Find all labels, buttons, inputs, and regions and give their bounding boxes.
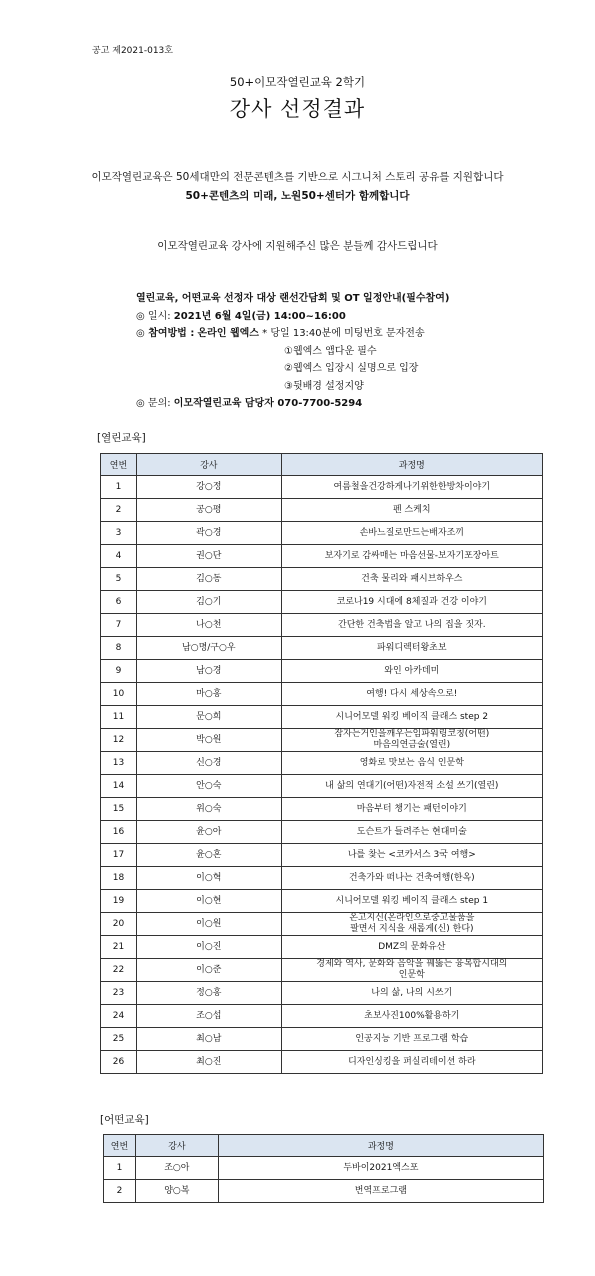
cell-course: 잠자는거인을깨우는임파워링코칭(어떤) 마음의연금술(열린) (281, 729, 542, 752)
table-row (101, 476, 543, 499)
cell-course: 펜 스케치 (281, 499, 542, 522)
cell-instructor: 권○단 (136, 545, 281, 568)
cell-course: 인공지능 기반 프로그램 학습 (281, 1028, 542, 1051)
cell-course: 두바이2021엑스포 (218, 1157, 543, 1180)
cell-instructor: 남○명/구○우 (136, 637, 281, 660)
cell-instructor: 양○복 (135, 1180, 218, 1203)
column-header-instructor: 강사 (136, 454, 281, 476)
cell-instructor: 윤○아 (136, 821, 281, 844)
table-row (101, 614, 543, 637)
any-edu-table (103, 1134, 544, 1203)
table-row (104, 1157, 544, 1180)
cell-course: 시니어모델 워킹 베이직 클래스 step 2 (281, 706, 542, 729)
intro-slogan: 50+콘텐츠의 미래, 노원50+센터가 함께합니다 (185, 190, 410, 202)
cell-number: 2 (101, 499, 137, 522)
column-header-course: 과정명 (281, 454, 542, 476)
cell-course: 손바느질로만드는배자조끼 (281, 522, 542, 545)
cell-course: 마음부터 챙기는 패턴이야기 (281, 798, 542, 821)
column-header-instructor: 강사 (135, 1135, 218, 1157)
cell-number: 7 (101, 614, 137, 637)
notice-number: 공고 제2021-013호 (92, 46, 173, 56)
table-row (101, 798, 543, 821)
date-label: ◎ 일시: (136, 310, 171, 322)
schedule-date (136, 308, 449, 326)
method-label: ◎ 참여방법 : (136, 328, 195, 339)
cell-instructor: 조○섭 (136, 1005, 281, 1028)
cell-instructor: 강○정 (136, 476, 281, 499)
method-note: * 당일 13:40분에 미팅번호 문자전송 (262, 328, 425, 339)
cell-course: 온고지신(온라인으로중고물품을 팔면서 지식을 새롭게(신) 한다) (281, 913, 542, 936)
column-header-course: 과정명 (218, 1135, 543, 1157)
table-row (101, 683, 543, 706)
date-value: 2021년 6월 4일(금) 14:00~16:00 (173, 310, 346, 322)
schedule-method (136, 325, 449, 343)
contact-label: ◎ 문의: (136, 398, 171, 409)
cell-course: DMZ의 문화유산 (281, 936, 542, 959)
cell-course: 나의 삶, 나의 시쓰기 (281, 982, 542, 1005)
schedule-info (136, 290, 449, 413)
cell-number: 17 (101, 844, 137, 867)
table-row (101, 1051, 543, 1074)
table-header-row (104, 1135, 544, 1157)
intro-text: 이모작열린교육은 50세대만의 전문콘텐츠를 기반으로 시그니처 스토리 공유를 지원합니다 (91, 171, 504, 183)
cell-instructor: 곽○경 (136, 522, 281, 545)
table-row (101, 959, 543, 982)
method-step-1: ①웹엑스 앱다운 필수 (284, 345, 377, 357)
cell-instructor: 위○숙 (136, 798, 281, 821)
cell-instructor: 최○진 (136, 1051, 281, 1074)
method-step-3: ③뒷배경 설정지양 (284, 380, 364, 392)
cell-course: 영화로 맛보는 음식 인문학 (281, 752, 542, 775)
cell-number: 25 (101, 1028, 137, 1051)
cell-course: 나를 찾는 <코카서스 3국 여행> (281, 844, 542, 867)
method-step-2: ②웹엑스 입장시 실명으로 입장 (284, 363, 419, 374)
schedule-title: 열린교육, 어떤교육 선정자 대상 랜선간담회 및 OT 일정안내(필수참여) (136, 293, 450, 304)
cell-number: 6 (101, 591, 137, 614)
schedule-contact (136, 395, 449, 413)
cell-instructor: 신○경 (136, 752, 281, 775)
table-row (101, 660, 543, 683)
cell-instructor: 남○경 (136, 660, 281, 683)
table-row (101, 568, 543, 591)
cell-number: 19 (101, 890, 137, 913)
cell-number: 1 (101, 476, 137, 499)
cell-number: 23 (101, 982, 137, 1005)
cell-instructor: 이○현 (136, 890, 281, 913)
cell-number: 11 (101, 706, 137, 729)
cell-number: 9 (101, 660, 137, 683)
cell-number: 1 (104, 1157, 136, 1180)
cell-number: 14 (101, 775, 137, 798)
cell-course: 도슨트가 들려주는 현대미술 (281, 821, 542, 844)
any-edu-label: [어떤교육] (100, 1114, 149, 1126)
cell-course: 번역프로그램 (218, 1180, 543, 1203)
cell-instructor: 김○기 (136, 591, 281, 614)
cell-instructor: 이○준 (136, 959, 281, 982)
page-subtitle: 50+이모작열린교육 2학기 (229, 75, 366, 89)
cell-instructor: 정○홍 (136, 982, 281, 1005)
page-title: 강사 선정결과 (229, 97, 366, 121)
cell-number: 24 (101, 1005, 137, 1028)
cell-instructor: 안○숙 (136, 775, 281, 798)
cell-number: 5 (101, 568, 137, 591)
table-row (101, 867, 543, 890)
table-row (101, 890, 543, 913)
cell-course: 여름철을건강하게나기위한한방차이야기 (281, 476, 542, 499)
cell-course: 와인 아카데미 (281, 660, 542, 683)
method-value: 온라인 웹엑스 (197, 328, 259, 339)
table-row (101, 729, 543, 752)
cell-number: 2 (104, 1180, 136, 1203)
table-row (101, 936, 543, 959)
cell-number: 4 (101, 545, 137, 568)
table-row (101, 1028, 543, 1051)
cell-course: 코로나19 시대에 8체질과 건강 이야기 (281, 591, 542, 614)
cell-instructor: 공○평 (136, 499, 281, 522)
cell-instructor: 마○홍 (136, 683, 281, 706)
cell-number: 21 (101, 936, 137, 959)
cell-instructor: 최○남 (136, 1028, 281, 1051)
cell-course: 보자기로 감싸매는 마음선물-보자기포장아트 (281, 545, 542, 568)
contact-value: 이모작열린교육 담당자 070-7700-5294 (173, 398, 363, 409)
cell-course: 파워디렉터왕초보 (281, 637, 542, 660)
cell-instructor: 문○희 (136, 706, 281, 729)
table-row (101, 775, 543, 798)
table-row (104, 1180, 544, 1203)
cell-number: 26 (101, 1051, 137, 1074)
cell-course: 경제와 역사, 문화와 음악을 꿰뚫는 융복합시대의 인문학 (281, 959, 542, 982)
cell-number: 20 (101, 913, 137, 936)
table-row (101, 499, 543, 522)
cell-number: 12 (101, 729, 137, 752)
table-header-row (101, 454, 543, 476)
cell-instructor: 조○아 (135, 1157, 218, 1180)
table-row (101, 1005, 543, 1028)
table-row (101, 844, 543, 867)
cell-course: 초보사진100%활용하기 (281, 1005, 542, 1028)
cell-instructor: 이○진 (136, 936, 281, 959)
cell-course: 내 삶의 연대기(어떤)자전적 소설 쓰기(열린) (281, 775, 542, 798)
table-row (101, 913, 543, 936)
cell-number: 18 (101, 867, 137, 890)
cell-number: 8 (101, 637, 137, 660)
table-row (101, 706, 543, 729)
cell-instructor: 윤○혼 (136, 844, 281, 867)
cell-course: 간단한 건축법을 알고 나의 집을 짓자. (281, 614, 542, 637)
table-row (101, 637, 543, 660)
table-row (101, 591, 543, 614)
cell-number: 16 (101, 821, 137, 844)
table-row (101, 982, 543, 1005)
table-row (101, 545, 543, 568)
table-row (101, 522, 543, 545)
cell-number: 22 (101, 959, 137, 982)
cell-instructor: 이○원 (136, 913, 281, 936)
thanks-text: 이모작열린교육 강사에 지원해주신 많은 분들께 감사드립니다 (157, 240, 438, 252)
cell-course: 디자인싱킹을 퍼실리테이션 하라 (281, 1051, 542, 1074)
cell-course: 건축 물리와 패시브하우스 (281, 568, 542, 591)
cell-number: 10 (101, 683, 137, 706)
cell-number: 15 (101, 798, 137, 821)
open-edu-label: [열린교육] (97, 432, 146, 444)
column-header-number: 연번 (101, 454, 137, 476)
cell-course: 시니어모델 워킹 베이직 클래스 step 1 (281, 890, 542, 913)
cell-instructor: 나○천 (136, 614, 281, 637)
cell-instructor: 박○원 (136, 729, 281, 752)
cell-number: 13 (101, 752, 137, 775)
cell-instructor: 김○동 (136, 568, 281, 591)
cell-number: 3 (101, 522, 137, 545)
open-edu-table (100, 453, 543, 1074)
cell-course: 건축가와 떠나는 건축여행(한옥) (281, 867, 542, 890)
column-header-number: 연번 (104, 1135, 136, 1157)
cell-course: 여행! 다시 세상속으로! (281, 683, 542, 706)
cell-instructor: 이○혁 (136, 867, 281, 890)
table-row (101, 752, 543, 775)
table-row (101, 821, 543, 844)
